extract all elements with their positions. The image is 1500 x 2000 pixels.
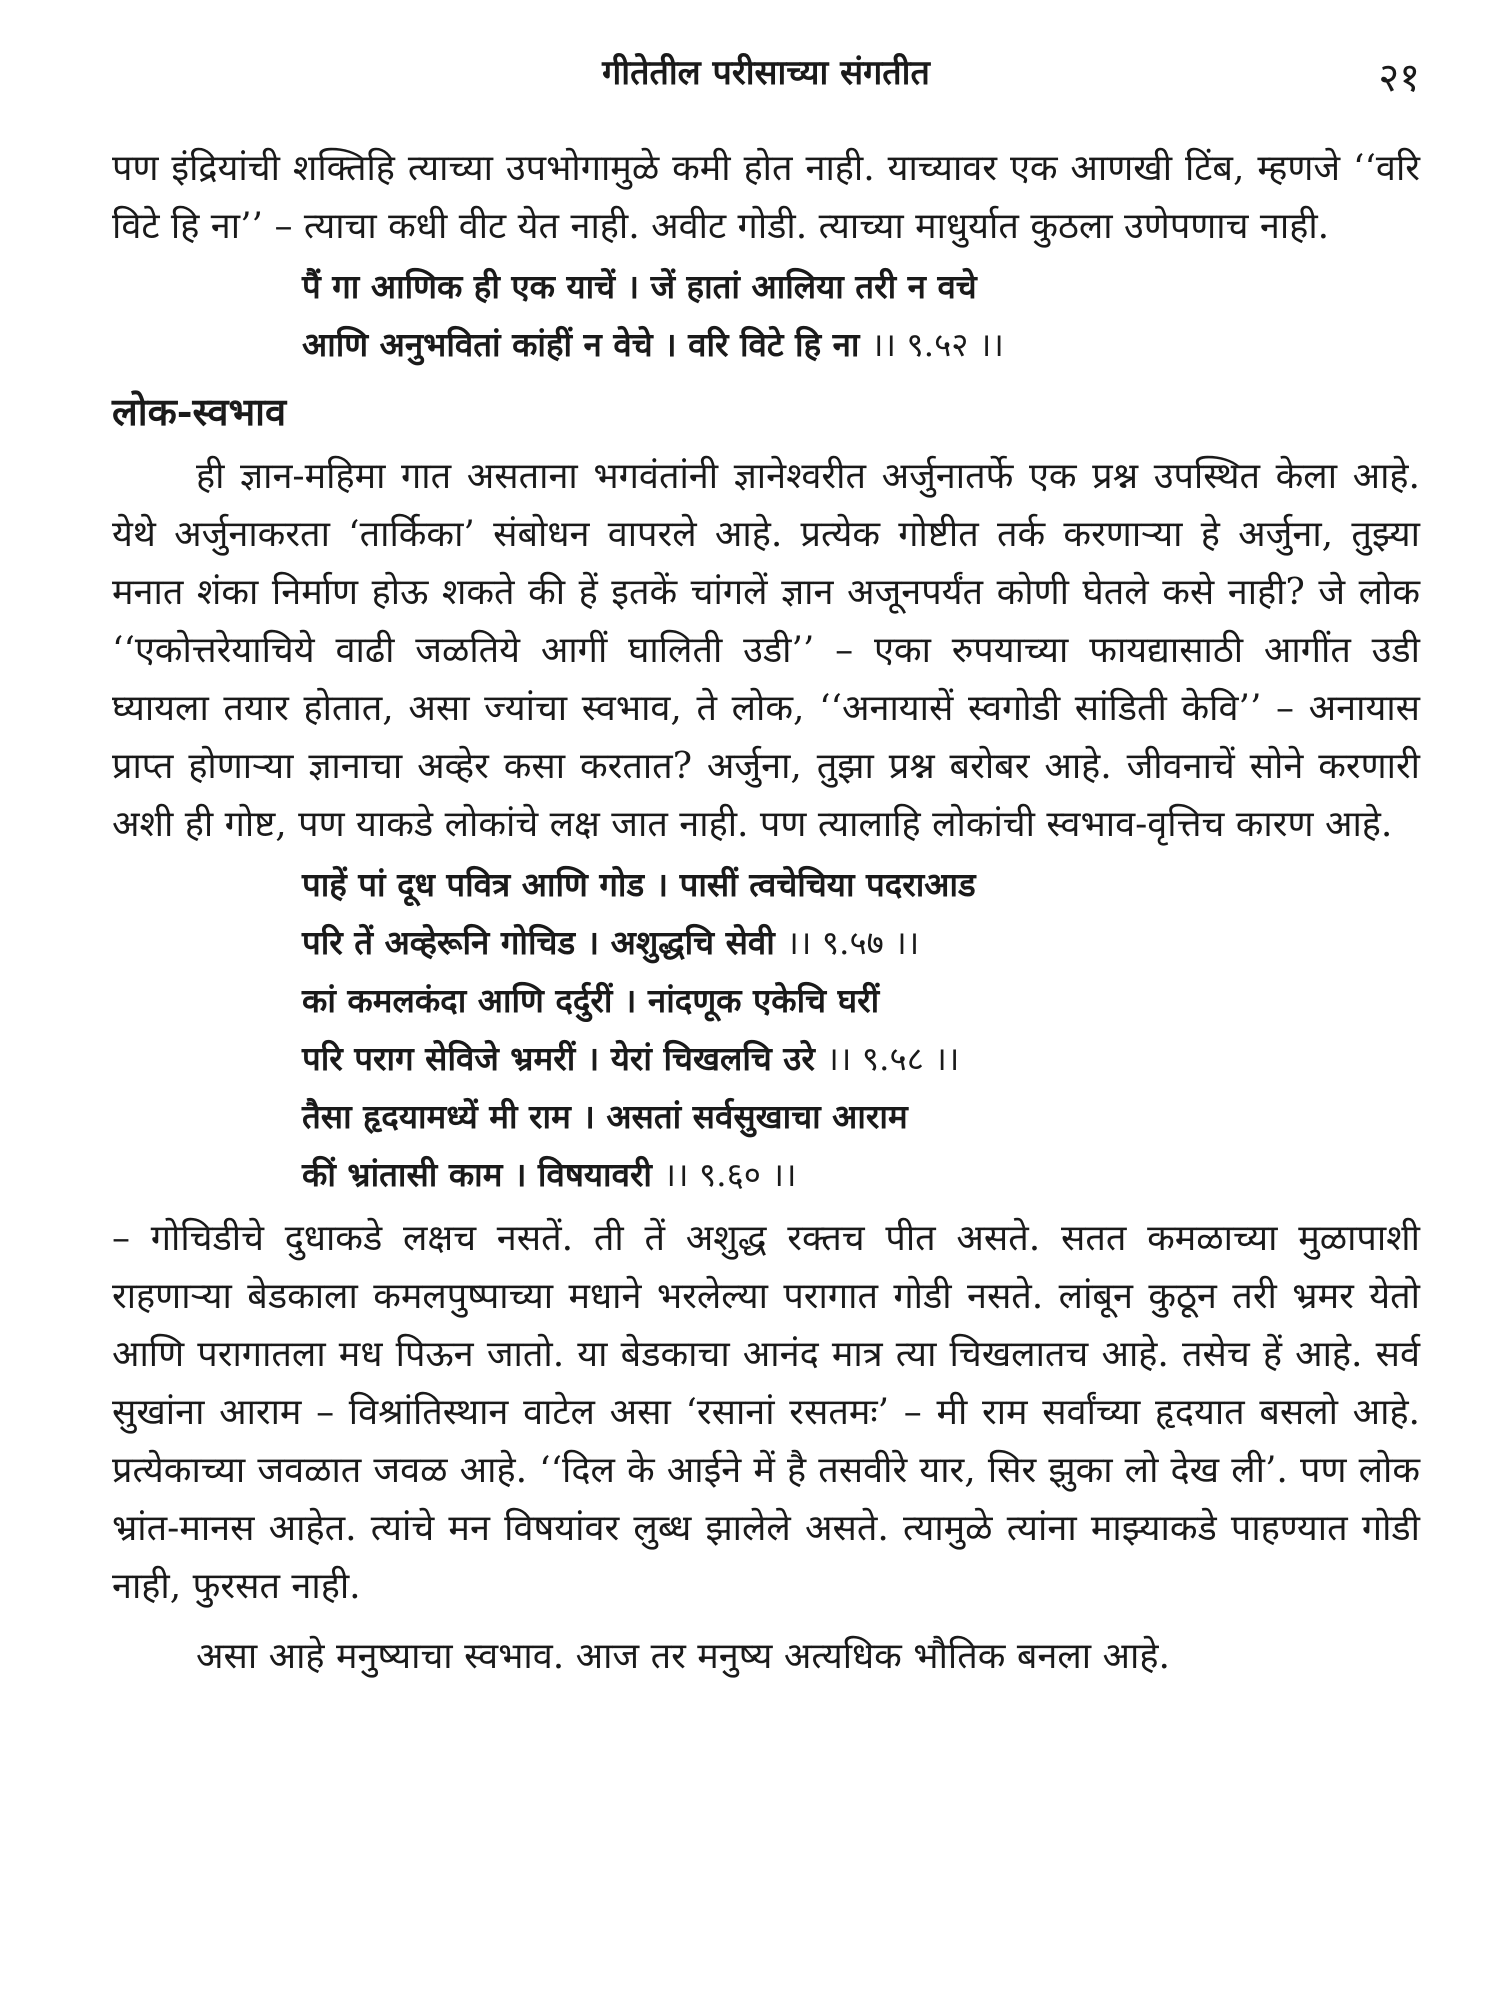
verse-text: कीं भ्रांतासी काम । विषयावरी (302, 1155, 652, 1194)
paragraph-2: ही ज्ञान-महिमा गात असताना भगवंतांनी ज्ञानेश्वरीत अर्जुनातर्फे एक प्रश्न उपस्थित केला आहे. येथे अर्जुनाकरता ‘तार्किका’ संबोधन वापरले आहे. प्रत्येक गोष्टीत तर्क करणाऱ्या हे अर्जुना, तुझ्या मनात शंका निर्माण होऊ शकते की हें इतकें चांगलें ज्ञान अजूनपर्यंत कोणी घेतले कसे नाही? जे लोक ‘‘एकोत्तरेयाचिये वाढी जळतिये आगीं घालिती उडी’’ – एका रुपयाच्या फायद्यासाठी आगींत उडी घ्यायला तयार होतात, असा ज्यांचा स्वभाव, ते लोक, ‘‘अनायासें स्वगोडी सांडिती केवि’’ – अनायास प्राप्त होणाऱ्या ज्ञानाचा अव्हेर कसा करतात? अर्जुना, तुझा प्रश्न बरोबर आहे. जीवनाचें सोने करणारी अशी ही गोष्ट, पण याकडे लोकांचे लक्ष जात नाही. पण त्यालाहि लोकांची स्वभाव-वृत्तिच कारण आहे. (112, 456, 1420, 845)
verse-line (302, 1088, 1420, 1146)
verse-line (302, 1146, 1420, 1204)
verse-text: पाहें पां दूध पवित्र आणि गोड । पासीं त्वचेचिया पदराआड (302, 865, 976, 904)
page-body (112, 140, 1420, 1686)
paragraph-1: पण इंद्रियांची शक्तिहि त्याच्या उपभोगामुळे कमी होत नाही. याच्यावर एक आणखी टिंब, म्हणजे ‘‘वरि विटे हि ना’’ – त्याचा कधी वीट येत नाही. अवीट गोडी. त्याच्या माधुर्यात कुठला उणेपणाच नाही. (112, 148, 1420, 247)
page-header (112, 48, 1420, 101)
verse-number: ।। ९.५८ ।। (826, 1039, 960, 1078)
verse-line (302, 1030, 1420, 1088)
verse-block-1 (302, 258, 1420, 374)
paragraph-3: – गोचिडीचे दुधाकडे लक्षच नसतें. ती तें अशुद्ध रक्तच पीत असते. सतत कमळाच्या मुळापाशी राहणाऱ्या बेडकाला कमलपुष्पाच्या मधाने भरलेल्या परागात गोडी नसते. लांबून कुठून तरी भ्रमर येतो आणि परागातला मध पिऊन जातो. या बेडकाचा आनंद मात्र त्या चिखलातच आहे. तसेच हें आहे. सर्व सुखांना आराम – विश्रांतिस्थान वाटेल असा ‘रसानां रसतमः’ – मी राम सर्वांच्या हृदयात बसलो आहे. प्रत्येकाच्या जवळात जवळ आहे. ‘‘दिल के आईने में है तसवीरे यार, सिर झुका लो देख ली’. पण लोक भ्रांत-मानस आहेत. त्यांचे मन विषयांवर लुब्ध झालेले असते. त्यामुळे त्यांना माझ्याकडे पाहण्यात गोडी नाही, फुरसत नाही. (112, 1218, 1420, 1607)
verse-line (302, 914, 1420, 972)
verse-text: परि पराग सेविजे भ्रमरीं । येरां चिखलचि उरे (302, 1039, 815, 1078)
verse-text: परि तें अव्हेरूनि गोचिड । अशुद्धचि सेवी (302, 923, 775, 962)
verse-text: आणि अनुभवितां कांहीं न वेचे । वरि विटे हि ना (302, 325, 860, 364)
verse-number: ।। ९.५७ ।। (786, 923, 920, 962)
running-title: गीतेतील परीसाच्या संगतीत (602, 53, 930, 93)
verse-number: ।। ९.६० ।। (663, 1155, 797, 1194)
verse-line (302, 258, 1420, 316)
verse-text: कां कमलकंदा आणि दर्दुरीं । नांदणूक एकेचि घरीं (302, 981, 880, 1020)
page-number: २१ (1378, 55, 1420, 101)
verse-number: ।। ९.५२ ।। (870, 325, 1004, 364)
verse-text: पैं गा आणिक ही एक याचें । जें हातां आलिया तरी न वचे (302, 267, 977, 306)
verse-text: तैसा हृदयामध्यें मी राम । असतां सर्वसुखाचा आराम (302, 1097, 908, 1136)
verse-block-2 (302, 856, 1420, 1204)
verse-line (302, 972, 1420, 1030)
verse-line (302, 856, 1420, 914)
paragraph-4: असा आहे मनुष्याचा स्वभाव. आज तर मनुष्य अत्यधिक भौतिक बनला आहे. (196, 1636, 1170, 1677)
verse-line (302, 316, 1420, 374)
section-heading: लोक-स्वभाव (112, 389, 287, 434)
